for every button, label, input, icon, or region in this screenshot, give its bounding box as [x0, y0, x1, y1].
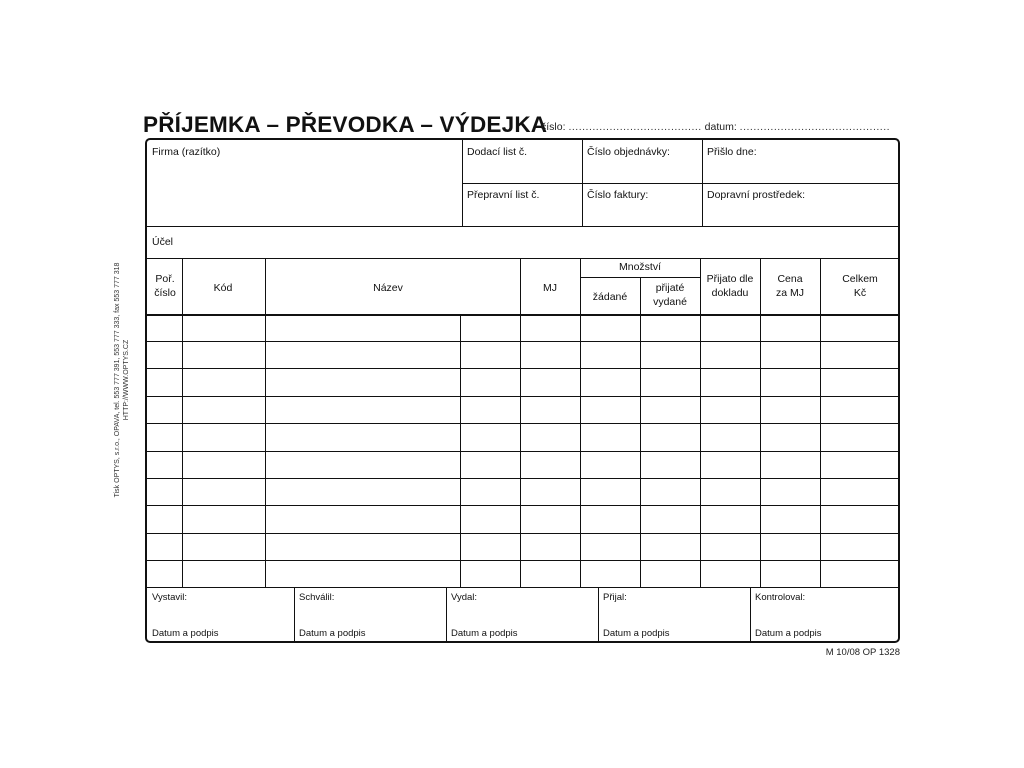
col-header-por-cislo: Poř. číslo	[154, 273, 176, 299]
divider	[520, 258, 521, 587]
datum-input[interactable]: ............................................	[739, 121, 891, 133]
kontroloval-date-signature-label: Datum a podpis	[755, 628, 822, 639]
vydal-label: Vydal:	[451, 592, 478, 603]
vystavil-label: Vystavil:	[152, 592, 188, 603]
vystavil-date-signature-label: Datum a podpis	[152, 628, 219, 639]
col-header-prijato-dle-dokladu: Přijato dle dokladu	[706, 273, 754, 299]
vydal-date-signature-label: Datum a podpis	[451, 628, 518, 639]
cislo-objednavky-label: Číslo objednávky:	[587, 146, 670, 158]
col-header-celkem-kc: Celkem Kč	[842, 273, 878, 299]
printer-imprint-line2: HTTP://WWW.OPTYS.CZ	[123, 339, 130, 421]
printer-imprint	[113, 263, 131, 498]
divider	[580, 258, 581, 587]
divider	[598, 587, 599, 643]
col-header-mj: MJ	[543, 282, 557, 294]
schvalil-label: Schválil:	[299, 592, 335, 603]
table-header-divider	[147, 314, 898, 316]
divider	[147, 560, 898, 561]
prepravni-list-label: Přepravní list č.	[467, 189, 540, 201]
cislo-faktury-label: Číslo faktury:	[587, 189, 649, 201]
divider	[265, 258, 266, 587]
divider	[700, 258, 701, 587]
form-code: M 10/08 OP 1328	[825, 647, 900, 658]
divider	[147, 226, 898, 227]
kontroloval-label: Kontroloval:	[755, 592, 806, 603]
printer-imprint-line1: Tisk OPTYS, s.r.o., OPAVA, tel. 553 777 391, 553 777 333, fax 553 777 318	[114, 262, 121, 498]
col-header-nazev: Název	[373, 282, 403, 294]
divider	[147, 587, 898, 588]
document-number-fields	[541, 121, 890, 133]
divider	[182, 258, 183, 587]
ucel-label: Účel	[152, 236, 174, 248]
cislo-label: číslo:	[541, 121, 566, 133]
divider	[460, 314, 461, 587]
prislo-dne-label: Přišlo dne:	[707, 146, 757, 158]
divider	[640, 277, 641, 587]
col-header-cena-za-mj: Cena za MJ	[775, 273, 805, 299]
divider	[147, 396, 898, 397]
divider	[760, 258, 761, 587]
divider	[147, 533, 898, 534]
divider	[147, 451, 898, 452]
divider	[147, 478, 898, 479]
divider	[147, 423, 898, 424]
divider	[702, 140, 703, 226]
divider	[294, 587, 295, 643]
col-header-zadane: žádané	[592, 291, 628, 303]
firma-label: Firma (razítko)	[152, 146, 221, 158]
prijal-date-signature-label: Datum a podpis	[603, 628, 670, 639]
datum-label: datum:	[704, 121, 737, 133]
prijal-label: Přijal:	[603, 592, 627, 603]
schvalil-date-signature-label: Datum a podpis	[299, 628, 366, 639]
divider	[820, 258, 821, 587]
divider	[446, 587, 447, 643]
divider	[462, 183, 898, 184]
page-title: PŘÍJEMKA – PŘEVODKA – VÝDEJKA	[143, 112, 548, 137]
form-frame	[145, 138, 900, 643]
divider	[147, 258, 898, 259]
col-header-kod: Kód	[213, 282, 233, 294]
divider	[147, 368, 898, 369]
divider	[147, 341, 898, 342]
dopravni-prostredek-label: Dopravní prostředek:	[707, 189, 806, 201]
divider	[750, 587, 751, 643]
cislo-input[interactable]: .......................................	[568, 121, 702, 133]
divider	[582, 140, 583, 226]
dodaci-list-label: Dodací list č.	[467, 146, 528, 158]
col-header-mnozstvi: Množství	[618, 261, 662, 273]
divider	[462, 140, 463, 226]
col-header-prijate-vydane: přijaté vydané	[653, 282, 687, 308]
divider	[147, 505, 898, 506]
